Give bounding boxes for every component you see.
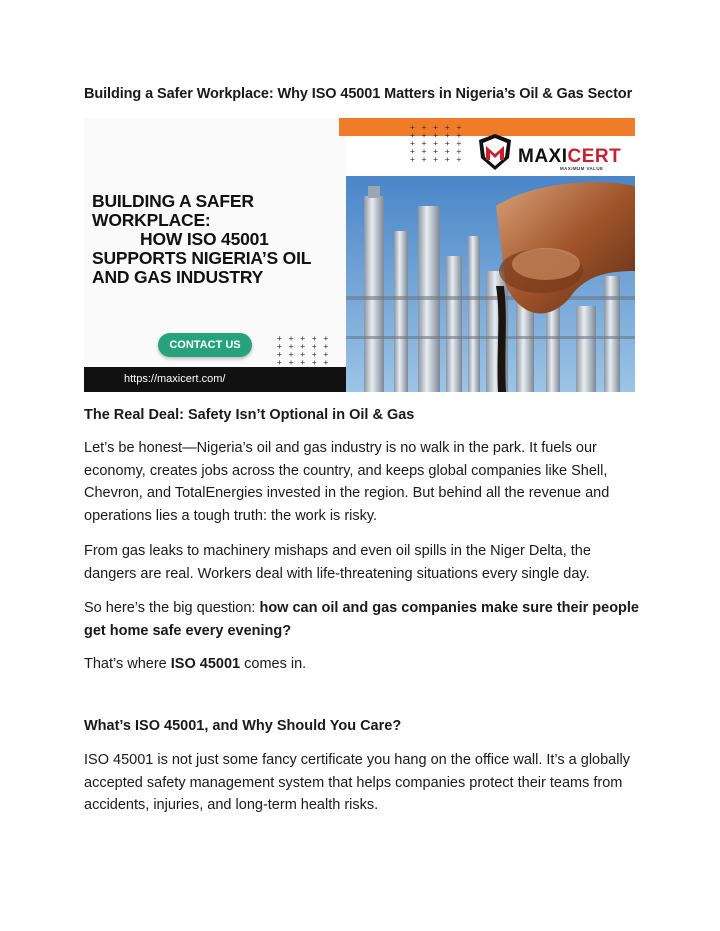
banner-heading-line: HOW ISO 45001 [140,229,269,249]
website-url[interactable]: https://maxicert.com/ [84,367,346,392]
decor-dots-mid: + + + + + + + + + + + + + + + + + + + + [277,334,330,367]
question-prefix: So here’s the big question: [84,600,260,616]
paragraph-iso-definition: ISO 45001 is not just some fancy certificate you hang on the office wall. It’s a globally accepted safety management system that helps companies protect their teams from accidents, injuries, and long-term health risks. [84,752,630,813]
iso-suffix: comes in. [240,656,307,672]
decor-dots-top: + + + + + + + + + + + + + + + + + + + + + + + + + [410,123,463,164]
logo-wordmark-part1: MAXI [518,146,568,167]
question-bold: how can oil and gas companies make sure their people get home safe every evening? [84,600,639,639]
refinery-photo [346,176,635,392]
contact-us-button[interactable]: CONTACT US [158,333,252,357]
iso-prefix: That’s where [84,656,171,672]
section-heading-real-deal: The Real Deal: Safety Isn’t Optional in Oil & Gas [84,407,415,423]
logo-wordmark [518,146,621,168]
paragraph-intro: Let’s be honest—Nigeria’s oil and gas industry is no walk in the park. It fuels our economy, creates jobs across the country, and keeps global companies like Shell, Chevron, and TotalEnergies invested in the region. But behind all the revenue and operations lies a tough truth: the work is risky. [84,440,610,524]
paragraph-question [84,597,644,642]
banner-image [84,118,635,392]
document-title: Building a Safer Workplace: Why ISO 45001 Matters in Nigeria’s Oil & Gas Sector [84,86,633,102]
banner-heading-line: AND GAS INDUSTRY [92,267,264,287]
logo-wordmark-part2: CERT [567,146,622,167]
banner-heading [92,192,352,287]
banner-heading-line: BUILDING A SAFER [92,191,254,211]
section-heading-what-is-iso: What’s ISO 45001, and Why Should You Care? [84,718,402,734]
banner-heading-line: WORKPLACE: [92,210,211,230]
maxicert-shield-icon [476,132,514,172]
paragraph-iso-intro [84,653,644,676]
logo-tagline: MAXIMUM VALUE [560,166,604,171]
paragraph-dangers: From gas leaks to machinery mishaps and even oil spills in the Niger Delta, the dangers are real. Workers deal with life-threatening situations every single day. [84,543,591,582]
banner-heading-line: SUPPORTS NIGERIA’S OIL [92,248,312,268]
iso-bold: ISO 45001 [170,656,241,672]
